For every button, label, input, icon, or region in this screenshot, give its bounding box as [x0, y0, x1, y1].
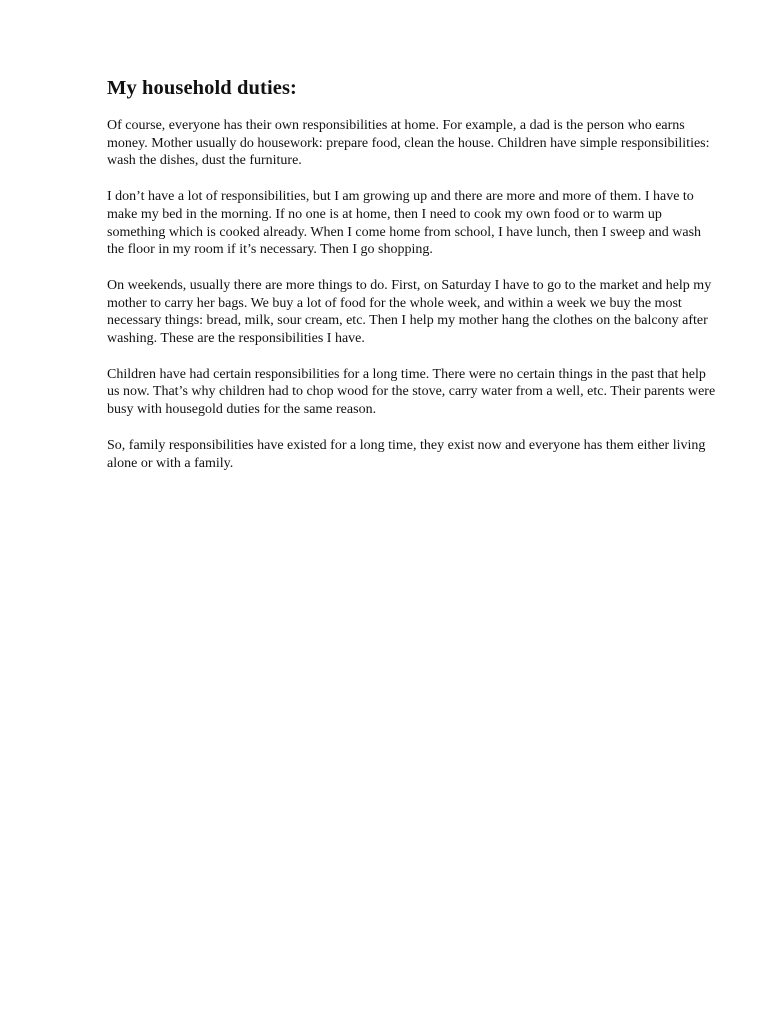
paragraph-3: On weekends, usually there are more things to do. First, on Saturday I have to go to the market and help my mother to carry her bags. We buy a lot of food for the whole week, and within a week we buy the most necessary things: bread, milk, sour cream, etc. Then I help my mother hang the clothes on the balcony after washing. These are the responsibilities I have.: [107, 277, 712, 347]
paragraph-2: I don’t have a lot of responsibilities, but I am growing up and there are more and more of them. I have to make my bed in the morning. If no one is at home, then I need to cook my own food or to warm up something which is cooked already. When I come home from school, I have lunch, then I sweep and wash the floor in my room if it’s necessary. Then I go shopping.: [107, 189, 702, 258]
document-body: [107, 74, 717, 490]
document-title: My household duties:: [107, 77, 297, 99]
paragraph-4: Children have had certain responsibilities for a long time. There were no certain things in the past that help us now. That’s why children had to chop wood for the stove, carry water from a well, etc. Their parents were busy with housegold duties for the same reason.: [107, 366, 716, 418]
paragraph-1: Of course, everyone has their own responsibilities at home. For example, a dad is the person who earns money. Mother usually do housework: prepare food, clean the house. Children have simple responsibilities: wash the dishes, dust the furniture.: [107, 118, 710, 169]
paragraph-5: So, family responsibilities have existed for a long time, they exist now and everyone has them either living alone or with a family.: [107, 437, 706, 471]
